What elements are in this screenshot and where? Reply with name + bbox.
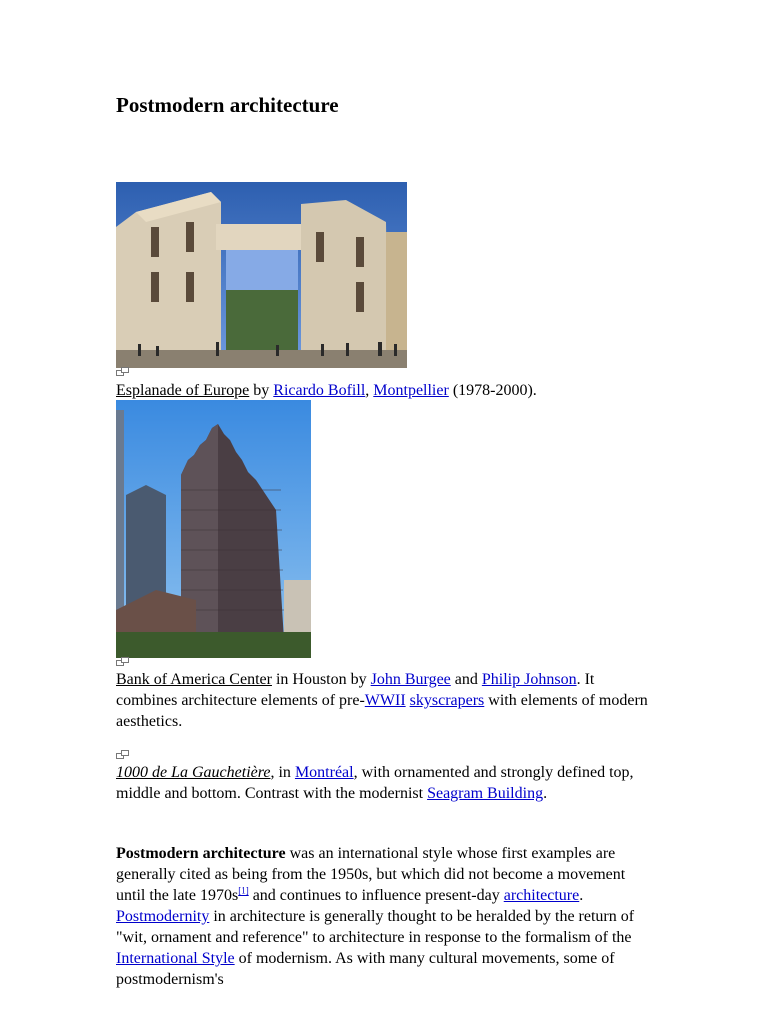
esplanade-photo[interactable] xyxy=(116,182,407,373)
figure3-caption: 1000 de La Gauchetière, in Montréal, with ornamented and strongly defined top, middle and bottom. Contrast with the modernist Seagram Building. xyxy=(116,764,634,802)
bank-of-america-photo[interactable] xyxy=(116,400,311,663)
link-ricardo-bofill[interactable]: Ricardo Bofill xyxy=(273,382,366,399)
link-philip-johnson[interactable]: Philip Johnson xyxy=(481,671,577,688)
intro-paragraph: Postmodern architecture was an international style whose first examples are generally cited as being from the 1950s, but which did not become a movement until the late 1970s[1] and continues to influence present-day architecture. Postmodernity in architecture is generally thought to be heralded by the return of "wit, ornament and reference" to architecture in response to the formalism of the International Style of modernism. As with many cultural movements, some of postmodernism's xyxy=(116,845,635,988)
link-postmodernity[interactable]: Postmodernity xyxy=(116,908,210,925)
link-montpellier[interactable]: Montpellier xyxy=(373,382,449,399)
enlarge-icon[interactable] xyxy=(116,657,130,667)
link-esplanade-of-europe[interactable]: Esplanade of Europe xyxy=(116,382,250,399)
bold-term: Postmodern architecture xyxy=(116,845,286,862)
figure1-caption: Esplanade of Europe by Ricardo Bofill, Montpellier (1978-2000). xyxy=(116,382,537,399)
enlarge-icon[interactable] xyxy=(116,367,130,377)
esplanade-image xyxy=(116,182,407,368)
link-john-burgee[interactable]: John Burgee xyxy=(370,671,451,688)
link-skyscrapers[interactable]: skyscrapers xyxy=(409,692,485,709)
figure2-caption: Bank of America Center in Houston by John Burgee and Philip Johnson. It combines architecture elements of pre-WWII skyscrapers with elements of modern aesthetics. xyxy=(116,671,648,730)
link-montreal[interactable]: Montréal xyxy=(294,764,354,781)
link-international-style[interactable]: International Style xyxy=(116,950,235,967)
link-wwii[interactable]: WWII xyxy=(364,692,406,709)
page-title: Postmodern architecture xyxy=(116,93,339,117)
link-architecture[interactable]: architecture xyxy=(503,887,580,904)
enlarge-icon[interactable] xyxy=(116,750,130,760)
link-1000-de-la-gauchetiere[interactable]: 1000 de La Gauchetière xyxy=(116,764,271,781)
link-seagram-building[interactable]: Seagram Building xyxy=(427,785,544,802)
bank-of-america-image xyxy=(116,400,311,658)
link-bank-of-america-center[interactable]: Bank of America Center xyxy=(116,671,272,688)
reference-link[interactable]: [1] xyxy=(238,885,249,896)
